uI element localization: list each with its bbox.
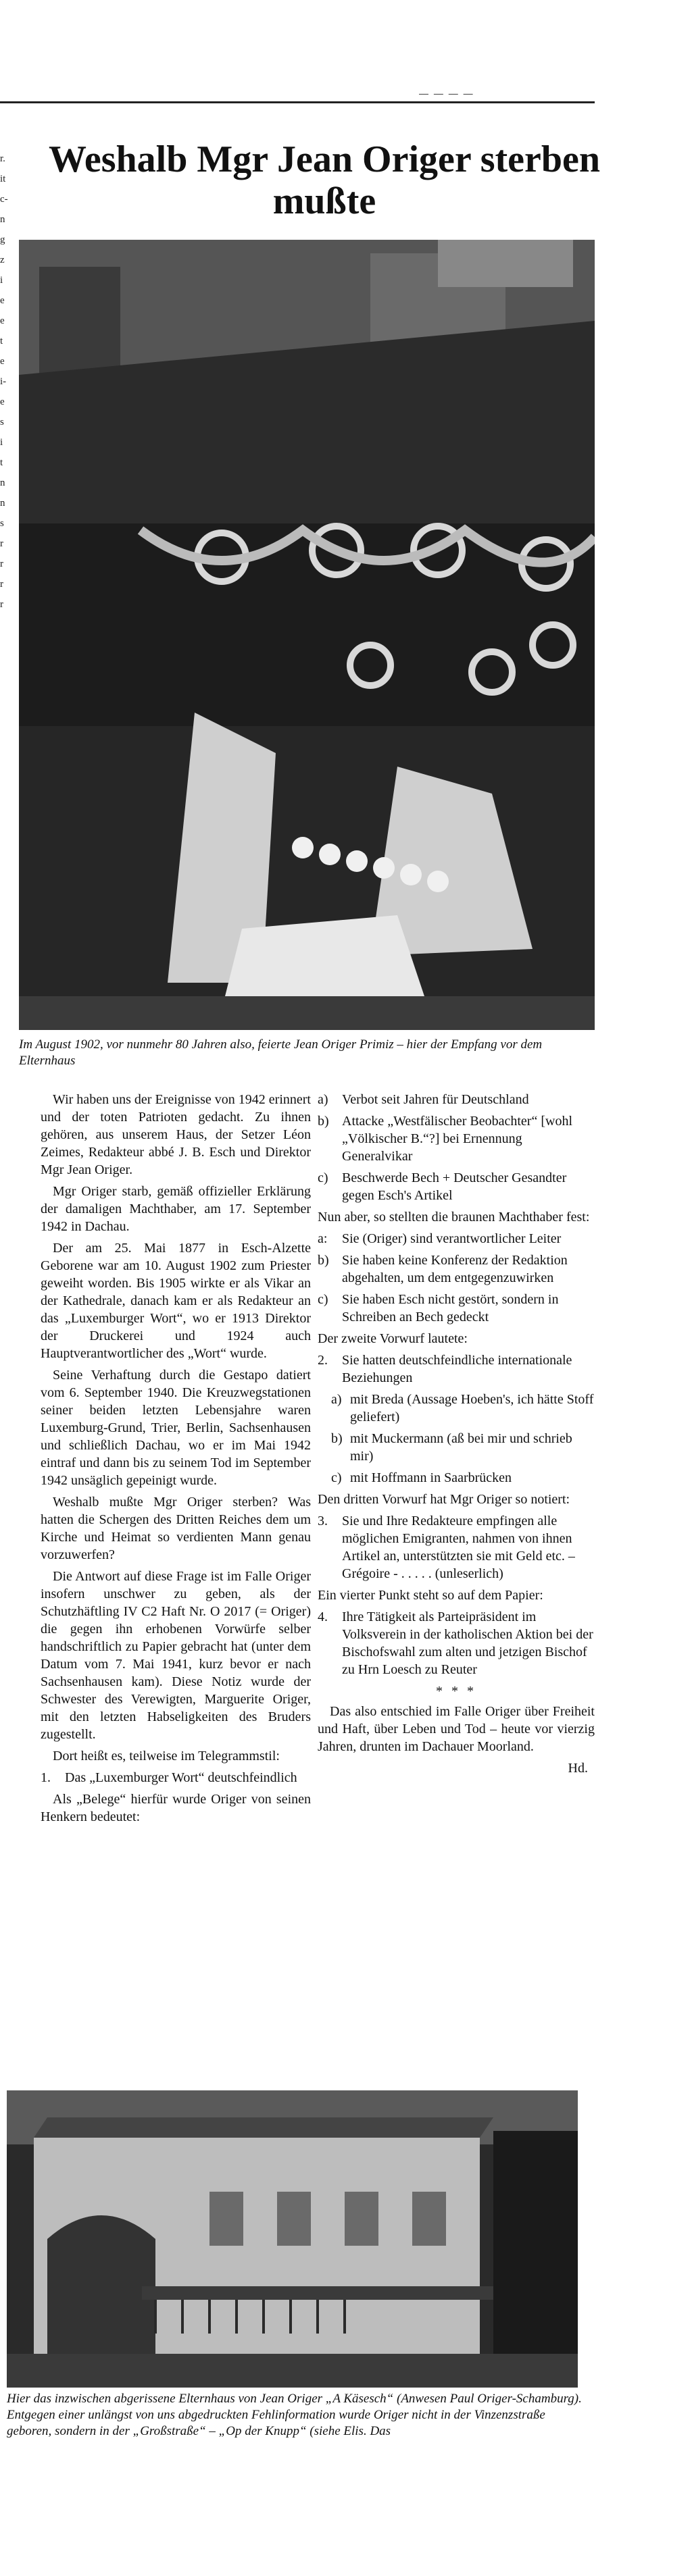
article-title: Weshalb Mgr Jean Origer sterben mußte <box>48 138 601 222</box>
article-paragraph: Der am 25. Mai 1877 in Esch-Alzette Geborene war am 10. August 1902 zum Priester geweiht worden. Bis 1905 wirkte er als Vikar an der Kathedrale, danach kam er als Redakteur an das „Luxemburger Wort“, wo er 1913 Direktor der Druckerei und 1924 auch Hauptverantwortlicher des „Wort“ wurde. <box>41 1241 311 1361</box>
margin-fragment: c- <box>0 194 8 205</box>
list-item-label: a) <box>318 1092 328 1107</box>
list-item-text: Ihre Tätigkeit als Parteipräsident im Volksverein in der katholischen Aktion bei der Bischofswahl zum alten und jetzigen Bischof zu Hrn Loesch zu Reuter <box>342 1609 593 1677</box>
article-paragraph: Nun aber, so stellten die braunen Machthaber fest: <box>318 1210 590 1225</box>
list-item-text: Sie haben Esch nicht gestört, sondern in Schreiben an Bech gedeckt <box>342 1292 559 1324</box>
list-item-label: c) <box>331 1470 342 1485</box>
list-item-label: b) <box>331 1431 343 1446</box>
list-item-text: Sie haben keine Konferenz der Redaktion abgehalten, um dem entgegenzuwirken <box>342 1253 568 1285</box>
list-item <box>318 1230 595 1247</box>
list-item <box>318 1169 595 1204</box>
article-paragraph: Das also entschied im Falle Origer über Freiheit und Haft, über Leben und Tod – heute vor vierzig Jahren, drunten im Dachauer Moorland. <box>318 1704 595 1754</box>
list-item-label: a) <box>331 1392 342 1407</box>
margin-fragment: n <box>0 214 5 225</box>
margin-fragment: it <box>0 174 6 184</box>
list-item-label: 1. <box>41 1770 51 1785</box>
list-item <box>318 1512 595 1582</box>
list-item-text: Attacke „Westfälischer Beobachter“ [wohl „Völkischer B.“?] bei Ernennung Generalvikar <box>342 1114 573 1164</box>
header-rule <box>0 101 595 103</box>
margin-fragment: t <box>0 336 3 346</box>
article-paragraph: Seine Verhaftung durch die Gestapo datiert vom 6. September 1940. Die Kreuzwegstationen seiner beiden letzten Lebensjahre waren Luxemburg-Grund, Trier, Berlin, Sachsenhausen und schließlich Dachau, wo er im Mai 1942 eintraf und dann bis zu seinem Tod im September 1942 unsäglich gepeinigt wurde. <box>41 1368 311 1488</box>
list-item <box>318 1112 595 1165</box>
list-item-label: 4. <box>318 1609 328 1624</box>
list-item-text: mit Breda (Aussage Hoeben's, ich hätte Stoff geliefert) <box>350 1392 594 1424</box>
list-item-text: Sie und Ihre Redakteure empfingen alle möglichen Emigranten, nahmen von ihnen Artikel an, unterstützten sie mit Geld etc. – Grégoire - . . . . . (unleserlich) <box>342 1514 575 1581</box>
article-paragraph: Ein vierter Punkt steht so auf dem Papier: <box>318 1588 543 1603</box>
article-paragraph: Als „Belege“ hierfür wurde Origer von seinen Henkern bedeutet: <box>41 1792 311 1824</box>
list-item <box>318 1252 595 1287</box>
article-paragraph: Dort heißt es, teilweise im Telegrammstil: <box>53 1749 280 1763</box>
list-item-text: Sie hatten deutschfeindliche internationale Beziehungen <box>342 1353 572 1385</box>
page-header-label: — — — — <box>419 88 474 99</box>
list-item <box>318 1091 595 1108</box>
article-paragraph: Weshalb mußte Mgr Origer sterben? Was hatten die Schergen des Dritten Reiches dem um Kirche und Heimat so verdienten Mann genau vorzuwerfen? <box>41 1495 311 1562</box>
margin-fragment: r. <box>0 153 5 164</box>
list-item <box>41 1769 311 1786</box>
list-item-label: c) <box>318 1170 328 1185</box>
article-paragraph: Wir haben uns der Ereignisse von 1942 erinnert und der toten Patrioten gedacht. Zu ihnen gehören, aus unserem Haus, der Setzer Léon Zeimes, Redakteur abbé J. B. Esch und Direktor Mgr Jean Origer. <box>41 1092 311 1177</box>
margin-fragment: i <box>0 275 3 286</box>
left-margin-column <box>0 149 12 615</box>
list-item-text: Sie (Origer) sind verantwortlicher Leiter <box>342 1231 562 1246</box>
list-item-label: a: <box>318 1231 328 1246</box>
margin-fragment: e <box>0 295 5 306</box>
list-item-text: mit Muckermann (aß bei mir und schrieb mir) <box>350 1431 572 1464</box>
article-right-column <box>318 1091 595 1777</box>
list-item-label: c) <box>318 1292 328 1307</box>
list-item-label: b) <box>318 1253 329 1268</box>
elternhaus-photo-illustration <box>7 2090 578 2388</box>
list-item-text: Beschwerde Bech + Deutscher Gesandter gegen Esch's Artikel <box>342 1170 567 1203</box>
list-item-label: 2. <box>318 1353 328 1368</box>
list-item-text: Das „Luxemburger Wort“ deutschfeindlich <box>65 1770 297 1785</box>
margin-fragment: n <box>0 498 5 509</box>
margin-fragment: e <box>0 315 5 326</box>
margin-fragment: g <box>0 234 5 245</box>
margin-fragment: r <box>0 538 3 549</box>
list-item <box>318 1391 595 1426</box>
article-paragraph: Mgr Origer starb, gemäß offizieller Erklärung der damaligen Machthaber, am 17. September 1942 in Dachau. <box>41 1184 311 1234</box>
section-divider: * * * <box>436 1684 476 1699</box>
margin-fragment: s <box>0 417 4 428</box>
margin-fragment: e <box>0 396 5 407</box>
margin-fragment: t <box>0 457 3 468</box>
margin-fragment: r <box>0 599 3 610</box>
margin-fragment: i- <box>0 376 7 387</box>
margin-fragment: s <box>0 518 4 529</box>
list-item <box>318 1469 595 1487</box>
list-item <box>318 1430 595 1465</box>
list-item <box>318 1608 595 1678</box>
article-paragraph: Der zweite Vorwurf lautete: <box>318 1331 468 1346</box>
primiz-photo-illustration <box>19 240 595 1030</box>
list-item-text: mit Hoffmann in Saarbrücken <box>350 1470 512 1485</box>
article-left-column <box>41 1091 311 1830</box>
list-item-text: Verbot seit Jahren für Deutschland <box>342 1092 529 1107</box>
list-item-label: 3. <box>318 1514 328 1528</box>
article-paragraph: Den dritten Vorwurf hat Mgr Origer so notiert: <box>318 1492 570 1507</box>
margin-fragment: n <box>0 478 5 488</box>
margin-fragment: i <box>0 437 3 448</box>
margin-fragment: r <box>0 579 3 590</box>
author-signature: Hd. <box>568 1761 588 1776</box>
margin-fragment: z <box>0 255 5 265</box>
list-item <box>318 1291 595 1326</box>
list-item-label: b) <box>318 1114 329 1129</box>
margin-fragment: r <box>0 559 3 569</box>
primiz-photo <box>19 240 595 1030</box>
photo1-caption: Im August 1902, vor nunmehr 80 Jahren also, feierte Jean Origer Primiz – hier der Empfang vor dem Elternhaus <box>19 1037 543 1068</box>
photo2-caption: Hier das inzwischen abgerissene Elternhaus von Jean Origer „A Käsesch“ (Anwesen Paul Origer-Schamburg). Entgegen einer unlängst von uns abgedruckten Fehlinformation wurde Origer nicht in der Vinzenzstraße geboren, sondern in der „Großstraße“ – „Op der Knupp“ (siehe Elis. Das <box>7 2392 582 2438</box>
margin-fragment: e <box>0 356 5 367</box>
list-item <box>318 1351 595 1387</box>
article-paragraph: Die Antwort auf diese Frage ist im Falle Origer insofern unschwer zu geben, als der Schutzhäftling IV C2 Haft Nr. O 2017 (= Origer) die gegen ihn erhobenen Vorwürfe selber handschriftlich zu Papier gebracht hat (unter dem Datum vom 7. Mai 1941, kurz bevor er nach Sachsenhausen kam). Diese Notiz wurde der Schwester des Verewigten, Marguerite Origer, mit den letzten Habseligkeiten des Bruders zugestellt. <box>41 1569 311 1742</box>
elternhaus-photo <box>7 2090 578 2388</box>
